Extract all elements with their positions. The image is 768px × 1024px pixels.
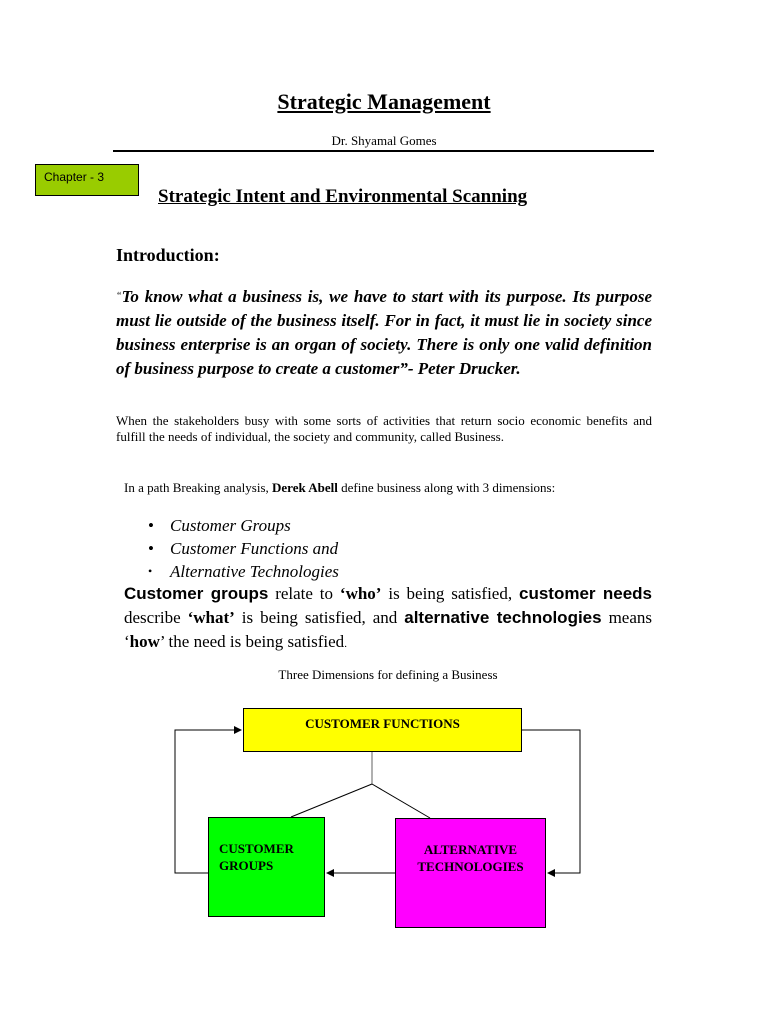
- customer-groups-label-line1: CUSTOMER: [219, 841, 294, 856]
- drucker-quote: [116, 285, 652, 381]
- text-fragment: is being satisfied,: [381, 584, 519, 603]
- author-line: Dr. Shyamal Gomes: [331, 133, 437, 148]
- abell-name: Derek Abell: [272, 480, 338, 495]
- customer-groups-label-line2: GROUPS: [219, 858, 274, 873]
- customer-functions-box: [243, 708, 522, 752]
- chapter-title: [158, 185, 527, 209]
- title-rule: [113, 150, 654, 152]
- tree-left-branch-line: [291, 784, 372, 817]
- list-item-text: Customer Groups: [170, 516, 291, 535]
- term-what: ‘what’: [187, 608, 235, 627]
- list-item-text: Alternative Technologies: [170, 562, 339, 581]
- abell-paragraph: [124, 480, 664, 496]
- customer-groups-box: [208, 817, 325, 917]
- term-alternative-technologies: alternative technologies: [404, 608, 602, 627]
- text-fragment: relate to: [268, 584, 340, 603]
- intro-heading: Introduction:: [116, 245, 220, 265]
- text-fragment: means ‘: [124, 608, 652, 651]
- customer-functions-label: CUSTOMER FUNCTIONS: [305, 716, 460, 731]
- chapter-badge: Chapter - 3: [35, 164, 139, 196]
- abell-intro-text: In a path Breaking analysis,: [124, 480, 269, 495]
- list-item-text: Customer Functions and: [170, 539, 339, 558]
- abell-tail-text: define business along with 3 dimensions:: [341, 480, 556, 495]
- quote-open-mark: “: [116, 291, 122, 302]
- dimensions-explanation-paragraph: [124, 582, 652, 656]
- text-fragment: is being satisfied, and: [234, 608, 405, 627]
- chapter-title-text: Strategic Intent and Environmental Scanning: [158, 186, 528, 207]
- document-title-text: Strategic Management: [277, 89, 491, 114]
- term-customer-needs: customer needs: [518, 584, 652, 603]
- business-definition-paragraph: When the stakeholders busy with some sorts of activities that return socio economic benefits and fulfill the needs of individual, the society and community, called Business.: [116, 413, 652, 444]
- diagram-caption: Three Dimensions for defining a Business: [278, 667, 498, 682]
- bullet-icon: •: [148, 516, 154, 535]
- term-who: ‘who’: [339, 584, 382, 603]
- alternative-technologies-label-line1: ALTERNATIVE: [423, 842, 518, 857]
- term-customer-groups: Customer groups: [124, 584, 269, 603]
- text-fragment: describe: [124, 608, 188, 627]
- bullet-icon: •: [148, 564, 153, 578]
- alternative-technologies-label-line2: TECHNOLOGIES: [417, 859, 524, 874]
- document-title: [0, 88, 768, 116]
- tree-right-branch-line: [372, 784, 430, 818]
- sentence-end: .: [344, 638, 347, 650]
- quote-text: To know what a business is, we have to start with its purpose. Its purpose must lie outside of the business itself. For in fact, it must lie in society since business enterprise is an organ of society. There is only one valid definition of business purpose to create a customer”- Peter Drucker.: [116, 287, 652, 378]
- text-fragment: ’ the need is being satisfied: [159, 632, 345, 651]
- term-how: how: [129, 632, 160, 651]
- bullet-icon: •: [148, 539, 154, 558]
- alternative-technologies-box: [395, 818, 546, 928]
